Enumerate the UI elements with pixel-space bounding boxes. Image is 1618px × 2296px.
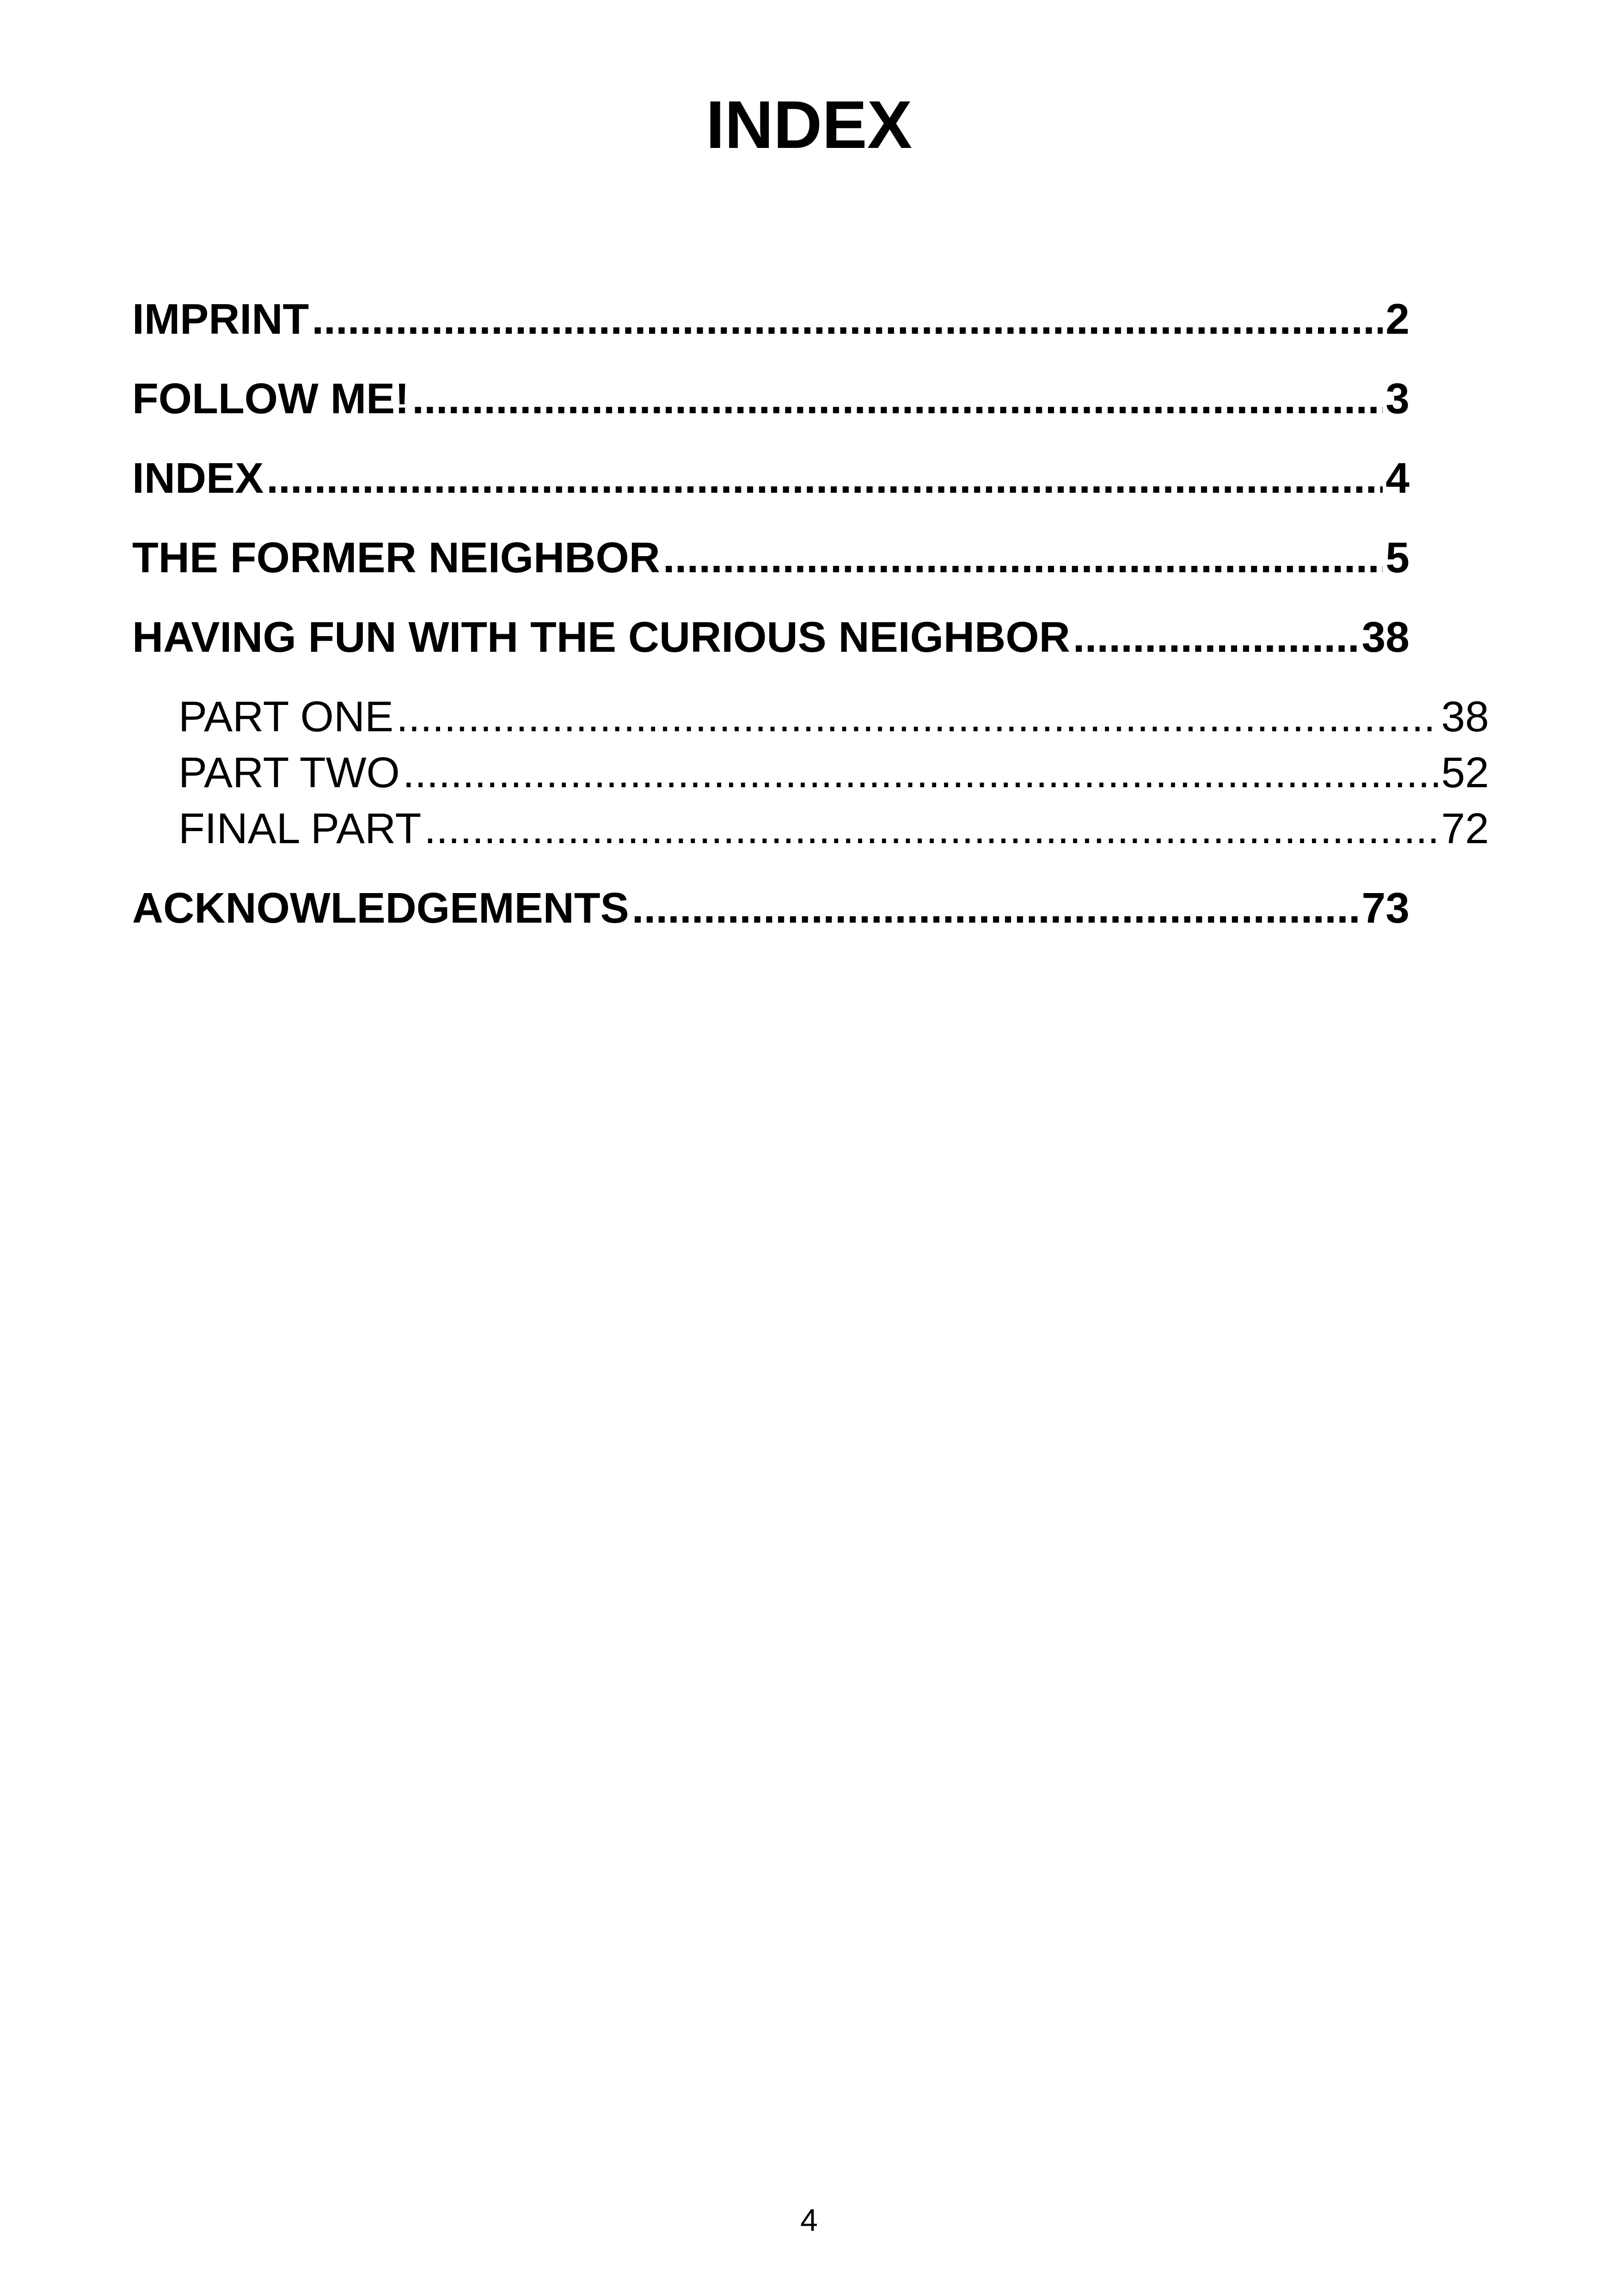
toc-entry-curious-neighbor[interactable] xyxy=(132,609,1410,665)
dot-leader xyxy=(312,291,1383,347)
toc-subentry-page: 52 xyxy=(1441,748,1489,796)
dot-leader xyxy=(1073,609,1359,665)
toc-entry-acknowledgements[interactable] xyxy=(132,880,1410,936)
dot-leader xyxy=(412,371,1383,426)
toc-entry-label: INDEX xyxy=(132,454,264,502)
toc-entry-label: FOLLOW ME! xyxy=(132,374,410,422)
toc-subentry-part-one[interactable] xyxy=(178,689,1489,744)
dot-leader xyxy=(663,530,1383,585)
dot-leader xyxy=(396,689,1438,744)
toc-entry-page: 4 xyxy=(1385,454,1410,502)
toc-subentry-part-two[interactable] xyxy=(178,745,1489,800)
toc-subentry-label: PART ONE xyxy=(178,692,394,741)
dot-leader xyxy=(403,745,1439,800)
dot-leader xyxy=(632,880,1359,936)
toc-entry-page: 3 xyxy=(1385,374,1410,422)
page-title: INDEX xyxy=(705,87,913,162)
toc-subentry-label: FINAL PART xyxy=(178,804,422,852)
dot-leader xyxy=(266,450,1383,506)
toc-entry-label: THE FORMER NEIGHBOR xyxy=(132,533,660,582)
toc-entry-former-neighbor[interactable] xyxy=(132,530,1410,585)
toc-entry-page: 5 xyxy=(1385,533,1410,582)
toc-entry-label: HAVING FUN WITH THE CURIOUS NEIGHBOR xyxy=(132,613,1070,661)
toc-entry-follow-me[interactable] xyxy=(132,371,1410,426)
toc-entry-page: 73 xyxy=(1361,884,1410,932)
toc-entry-label: IMPRINT xyxy=(132,295,309,343)
toc-subentry-page: 38 xyxy=(1441,692,1489,741)
toc-entry-imprint[interactable] xyxy=(132,291,1410,347)
toc-entry-page: 2 xyxy=(1385,295,1410,343)
toc-entry-page: 38 xyxy=(1361,613,1410,661)
toc-entry-index[interactable] xyxy=(132,450,1410,506)
toc-entry-label: ACKNOWLEDGEMENTS xyxy=(132,884,629,932)
dot-leader xyxy=(424,801,1438,856)
toc-subentry-page: 72 xyxy=(1441,804,1489,852)
toc-subentry-final-part[interactable] xyxy=(178,801,1489,856)
toc-subentry-label: PART TWO xyxy=(178,748,400,796)
page-number: 4 xyxy=(800,2203,818,2238)
